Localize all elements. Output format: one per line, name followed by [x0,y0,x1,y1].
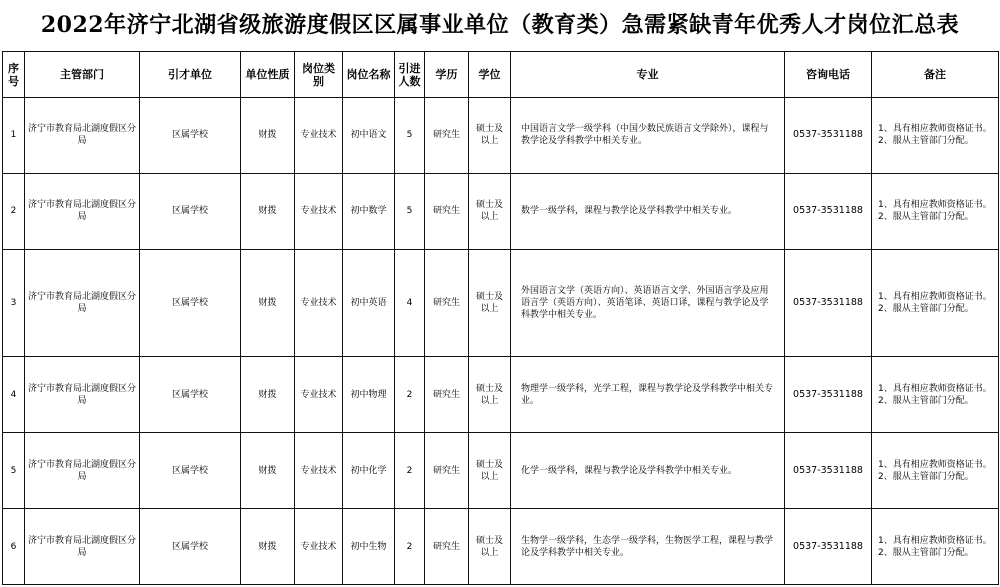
table-row [3,98,999,174]
cell-nature: 财拨 [241,357,295,433]
cell-nature: 财拨 [241,433,295,509]
note-line-2: 2、服从主管部门分配。 [878,395,974,406]
cell-phone: 0537-3531188 [785,249,872,356]
cell-category: 专业技术 [295,249,343,356]
cell-major [511,249,785,356]
cell-unit: 区属学校 [140,249,241,356]
table-row [3,433,999,509]
header-education: 学历 [425,52,469,98]
note-line-2: 2、服从主管部门分配。 [878,547,974,558]
cell-dept: 济宁市教育局北湖度假区分局 [25,98,140,174]
cell-notes [872,249,999,356]
cell-notes [872,357,999,433]
note-line-2: 2、服从主管部门分配。 [878,136,974,147]
cell-education: 研究生 [425,249,469,356]
table-row [3,249,999,356]
header-nature: 单位性质 [241,52,295,98]
cell-major [511,509,785,585]
cell-post: 初中数学 [343,173,395,249]
cell-count: 2 [395,509,425,585]
cell-education: 研究生 [425,509,469,585]
cell-nature: 财拨 [241,98,295,174]
cell-no: 2 [3,173,25,249]
cell-dept: 济宁市教育局北湖度假区分局 [25,433,140,509]
cell-degree: 硕士及以上 [469,249,511,356]
note-line-1: 1、具有相应教师资格证书。 [878,292,992,303]
cell-notes [872,509,999,585]
major-text: 外国语言文学（英语方向）、英语语言文学、外国语言学及应用语言学（英语方向）、英语笔译、英语口译，课程与教学论及学科教学中相关专业。 [521,286,769,321]
cell-no: 5 [3,433,25,509]
cell-post: 初中英语 [343,249,395,356]
cell-post: 初中化学 [343,433,395,509]
cell-degree: 硕士及以上 [469,433,511,509]
cell-phone: 0537-3531188 [785,433,872,509]
note-line-2: 2、服从主管部门分配。 [878,212,974,223]
cell-unit: 区属学校 [140,509,241,585]
major-text: 数学一级学科，课程与教学论及学科教学中相关专业。 [521,206,738,217]
note-line-2: 2、服从主管部门分配。 [878,304,974,315]
cell-category: 专业技术 [295,357,343,433]
header-dept: 主管部门 [25,52,140,98]
note-line-1: 1、具有相应教师资格证书。 [878,383,992,394]
major-text: 生物学一级学科，生态学一级学科，生物医学工程，课程与教学论及学科教学中相关专业。 [521,535,774,558]
cell-education: 研究生 [425,98,469,174]
cell-dept: 济宁市教育局北湖度假区分局 [25,357,140,433]
header-major: 专业 [511,52,785,98]
cell-count: 5 [395,98,425,174]
cell-count: 2 [395,357,425,433]
header-post: 岗位名称 [343,52,395,98]
cell-category: 专业技术 [295,98,343,174]
cell-no: 3 [3,249,25,356]
note-line-1: 1、具有相应教师资格证书。 [878,124,992,135]
cell-notes [872,98,999,174]
cell-phone: 0537-3531188 [785,173,872,249]
cell-unit: 区属学校 [140,173,241,249]
header-category: 岗位类别 [295,52,343,98]
table-header-row [3,52,999,98]
major-text: 中国语言文学一级学科（中国少数民族语言文学除外），课程与教学论及学科教学中相关专业。 [521,124,769,147]
cell-degree: 硕士及以上 [469,357,511,433]
header-unit: 引才单位 [140,52,241,98]
cell-notes [872,173,999,249]
cell-degree: 硕士及以上 [469,173,511,249]
cell-degree: 硕士及以上 [469,98,511,174]
header-degree: 学位 [469,52,511,98]
note-line-1: 1、具有相应教师资格证书。 [878,459,992,470]
major-text: 物理学一级学科，光学工程，课程与教学论及学科教学中相关专业。 [521,383,774,406]
cell-major [511,98,785,174]
cell-nature: 财拨 [241,509,295,585]
cell-category: 专业技术 [295,509,343,585]
cell-category: 专业技术 [295,173,343,249]
header-phone: 咨询电话 [785,52,872,98]
cell-unit: 区属学校 [140,98,241,174]
cell-no: 4 [3,357,25,433]
cell-category: 专业技术 [295,433,343,509]
cell-post: 初中语文 [343,98,395,174]
cell-no: 1 [3,98,25,174]
positions-table [2,51,999,585]
cell-degree: 硕士及以上 [469,509,511,585]
table-row [3,357,999,433]
major-text: 化学一级学科，课程与教学论及学科教学中相关专业。 [521,465,738,476]
cell-education: 研究生 [425,357,469,433]
cell-dept: 济宁市教育局北湖度假区分局 [25,249,140,356]
cell-major [511,357,785,433]
cell-phone: 0537-3531188 [785,98,872,174]
cell-dept: 济宁市教育局北湖度假区分局 [25,509,140,585]
cell-post: 初中物理 [343,357,395,433]
cell-phone: 0537-3531188 [785,509,872,585]
cell-education: 研究生 [425,173,469,249]
note-line-1: 1、具有相应教师资格证书。 [878,535,992,546]
cell-count: 4 [395,249,425,356]
cell-major [511,173,785,249]
cell-major [511,433,785,509]
header-count: 引进人数 [395,52,425,98]
header-notes: 备注 [872,52,999,98]
cell-no: 6 [3,509,25,585]
cell-count: 5 [395,173,425,249]
cell-education: 研究生 [425,433,469,509]
note-line-2: 2、服从主管部门分配。 [878,471,974,482]
table-row [3,173,999,249]
cell-phone: 0537-3531188 [785,357,872,433]
cell-dept: 济宁市教育局北湖度假区分局 [25,173,140,249]
note-line-1: 1、具有相应教师资格证书。 [878,200,992,211]
cell-unit: 区属学校 [140,357,241,433]
cell-unit: 区属学校 [140,433,241,509]
document-title: 2022年济宁北湖省级旅游度假区区属事业单位（教育类）急需紧缺青年优秀人才岗位汇总表 [40,12,960,38]
cell-count: 2 [395,433,425,509]
cell-nature: 财拨 [241,173,295,249]
cell-notes [872,433,999,509]
table-row [3,509,999,585]
cell-nature: 财拨 [241,249,295,356]
header-no: 序号 [3,52,25,98]
cell-post: 初中生物 [343,509,395,585]
